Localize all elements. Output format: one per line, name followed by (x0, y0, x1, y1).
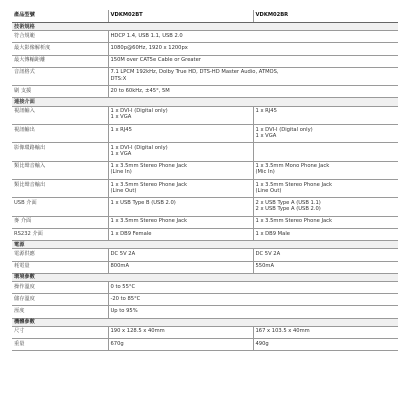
spec-value-shared (108, 55, 398, 67)
value-line: 1 x DB9 Male (255, 230, 290, 237)
spec-value-bt (108, 249, 253, 261)
value-line: 490g (255, 340, 269, 347)
spec-value-bt (108, 143, 253, 161)
spec-value-shared (108, 67, 398, 85)
spec-label: 視訊輸入 (12, 106, 108, 124)
spec-label: 耗電量 (12, 261, 108, 273)
spec-label: 最大傳輸距離 (12, 55, 108, 67)
spec-value-br (253, 143, 398, 161)
value-line: 550mA (255, 263, 275, 270)
section-title: 連接介面 (12, 98, 398, 106)
value-line: (Line In) (110, 169, 132, 176)
spec-label: 音訊格式 (12, 67, 108, 85)
spec-value-br (253, 338, 398, 350)
value-line: 1 x VGA (110, 151, 132, 158)
value-line: 800mA (110, 263, 130, 270)
value-line: 0 to 55°C (110, 283, 136, 290)
section-header (12, 241, 398, 249)
spec-value-bt (108, 198, 253, 216)
spec-value-br (253, 229, 398, 241)
spec-row (12, 306, 398, 318)
spec-row (12, 198, 398, 216)
value-line: 1 x 3.5mm Stereo Phone Jack (110, 181, 188, 188)
value-line: 1 x 3.5mm Stereo Phone Jack (255, 181, 333, 188)
value-line: 670g (110, 340, 124, 347)
spec-value-br (253, 180, 398, 198)
spec-row (12, 86, 398, 98)
header-model-br: VDKM02BR (253, 10, 398, 23)
value-line: 1 x DB9 Female (110, 230, 152, 237)
value-line: 2 x USB Type A (USB 1.1) (255, 200, 321, 207)
spec-row (12, 43, 398, 55)
value-line: (Mic In) (255, 169, 275, 176)
value-line: Up to 95% (110, 307, 138, 314)
spec-value-bt (108, 106, 253, 124)
value-line: 150M over CAT5e Cable or Greater (110, 57, 201, 64)
spec-value-shared (108, 86, 398, 98)
spec-label: 符合規範 (12, 31, 108, 43)
spec-value-br (253, 216, 398, 228)
value-line: 1 x 3.5mm Mono Phone Jack (255, 163, 330, 170)
spec-row (12, 31, 398, 43)
value-line: 20 to 60kHz, ±45°, 5M (110, 87, 170, 94)
spec-value-shared (108, 281, 398, 293)
spec-label: USB 介面 (12, 198, 108, 216)
value-line: 7.1 LPCM 192kHz, Dolby True HD, DTS-HD Master Audio, ATMOS, (110, 69, 279, 76)
spec-value-shared (108, 31, 398, 43)
spec-value-shared (108, 43, 398, 55)
section-title: 技術規格 (12, 23, 398, 31)
spec-label: 類比聲音輸出 (12, 180, 108, 198)
spec-row (12, 161, 398, 179)
value-line: 1 x DVI-I (Digital only) (110, 144, 168, 151)
spec-row (12, 338, 398, 350)
spec-table-body (12, 10, 398, 351)
spec-label: 操作溫度 (12, 281, 108, 293)
value-line: 1 x USB Type B (USB 2.0) (110, 200, 176, 207)
spec-value-bt (108, 124, 253, 142)
section-header (12, 318, 398, 326)
value-line: 1 x RJ45 (255, 108, 277, 115)
spec-value-br (253, 249, 398, 261)
header-label: 產品型號 (12, 10, 108, 23)
spec-label: 尺寸 (12, 326, 108, 338)
value-line: 1 x VGA (255, 132, 277, 139)
value-line: (Line Out) (110, 187, 137, 194)
spec-row (12, 281, 398, 293)
spec-label: 儲存溫度 (12, 294, 108, 306)
spec-value-br (253, 261, 398, 273)
spec-label: RS232 介面 (12, 229, 108, 241)
section-title: 環境參數 (12, 273, 398, 281)
spec-label: 類比聲音輸入 (12, 161, 108, 179)
section-title: 電源 (12, 241, 398, 249)
spec-label: 視訊輸出 (12, 124, 108, 142)
spec-row (12, 143, 398, 161)
spec-row (12, 249, 398, 261)
spec-value-br (253, 198, 398, 216)
spec-value-br (253, 326, 398, 338)
spec-row (12, 55, 398, 67)
spec-sheet (12, 10, 398, 351)
section-header (12, 98, 398, 106)
spec-value-shared (108, 306, 398, 318)
value-line: 1 x DVI-I (Digital only) (255, 126, 313, 133)
value-line: 1 x RJ45 (110, 126, 132, 133)
spec-value-br (253, 124, 398, 142)
value-line: 1080p@60Hz, 1920 x 1200px (110, 44, 188, 51)
value-line: 190 x 128.5 x 40mm (110, 328, 165, 335)
section-title: 機體參數 (12, 318, 398, 326)
value-line: -20 to 85°C (110, 295, 141, 302)
header-model-bt: VDKM02BT (108, 10, 253, 23)
spec-row (12, 106, 398, 124)
value-line: 1 x VGA (110, 114, 132, 121)
section-header (12, 23, 398, 31)
spec-value-bt (108, 326, 253, 338)
spec-table (12, 10, 398, 351)
spec-row (12, 67, 398, 85)
spec-value-shared (108, 294, 398, 306)
spec-label: 電源供應 (12, 249, 108, 261)
spec-label: 溼度 (12, 306, 108, 318)
spec-label: 刷 支援 (12, 86, 108, 98)
spec-row (12, 216, 398, 228)
spec-row (12, 326, 398, 338)
value-line: 1 x 3.5mm Stereo Phone Jack (110, 163, 188, 170)
value-line: 1 x DVI-I (Digital only) (110, 108, 168, 115)
spec-row (12, 261, 398, 273)
spec-row (12, 294, 398, 306)
spec-label: 影像環路輸出 (12, 143, 108, 161)
spec-value-br (253, 161, 398, 179)
spec-value-bt (108, 229, 253, 241)
value-line: 1 x 3.5mm Stereo Phone Jack (255, 218, 333, 225)
spec-value-bt (108, 180, 253, 198)
value-line: (Line Out) (255, 187, 282, 194)
spec-row (12, 124, 398, 142)
value-line: DC 5V 2A (255, 251, 281, 258)
spec-value-bt (108, 216, 253, 228)
spec-label: 最大影像解析度 (12, 43, 108, 55)
spec-value-bt (108, 338, 253, 350)
value-line: 2 x USB Type A (USB 2.0) (255, 206, 321, 213)
section-header (12, 273, 398, 281)
value-line: HDCP 1.4, USB 1.1, USB 2.0 (110, 32, 183, 39)
spec-row (12, 229, 398, 241)
spec-label: 重量 (12, 338, 108, 350)
value-line: DC 5V 2A (110, 251, 136, 258)
spec-label: 麥 介面 (12, 216, 108, 228)
value-line: 1 x 3.5mm Stereo Phone Jack (110, 218, 188, 225)
spec-value-br (253, 106, 398, 124)
header-row (12, 10, 398, 23)
spec-row (12, 180, 398, 198)
spec-value-bt (108, 161, 253, 179)
spec-value-bt (108, 261, 253, 273)
value-line: DTS:X (110, 75, 127, 82)
value-line: 167 x 103.5 x 40mm (255, 328, 310, 335)
